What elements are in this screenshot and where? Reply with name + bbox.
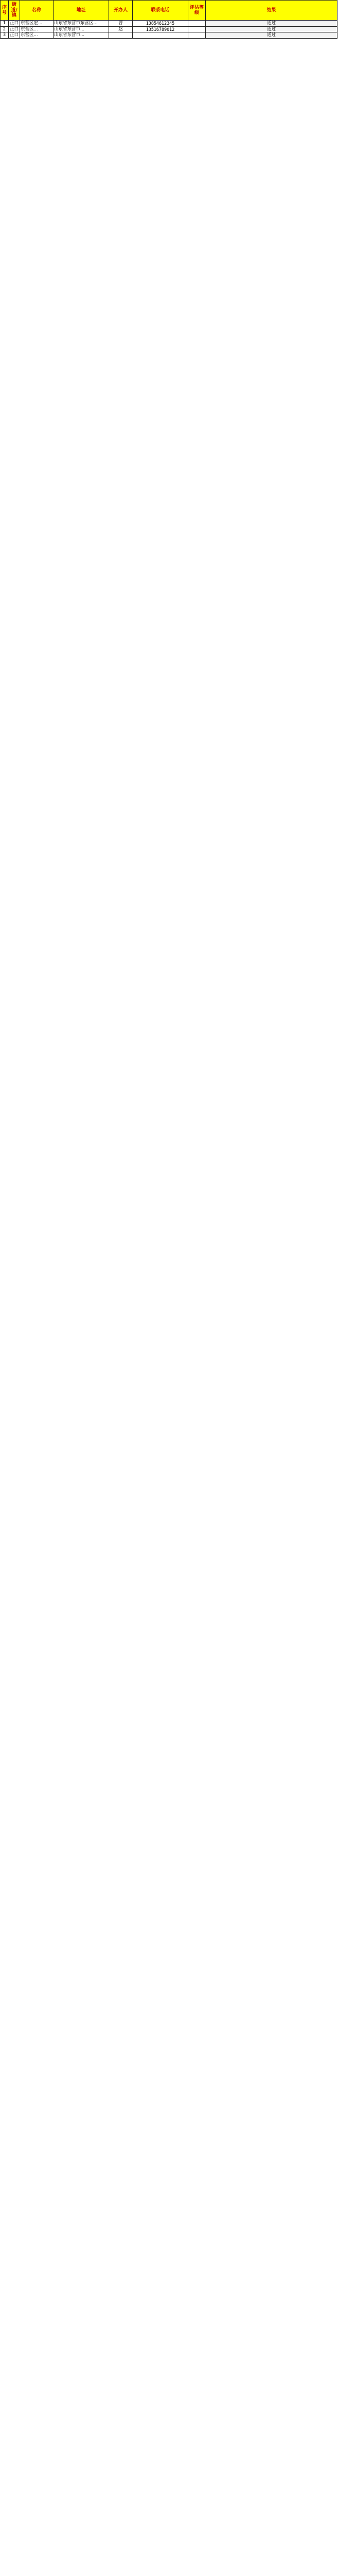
column-header: 联系电话 [133,1,188,21]
district-cell: 正口 [9,32,20,39]
name-cell: 东营区... [20,26,54,32]
column-header: 评估等级 [188,1,206,21]
phone-cell [133,32,188,39]
grade-cell [188,32,206,39]
name-cell: 东营区宏... [20,21,54,27]
operator-cell: 曹 [109,21,133,27]
phone-cell: 13854612345 [133,21,188,27]
column-header: 结果 [206,1,337,21]
address-cell: 山东省东营市... [54,32,109,39]
district-cell: 正口 [9,26,20,32]
result-cell: 通过 [206,32,337,39]
result-cell: 通过 [206,26,337,32]
column-header: 街道/镇 [9,1,20,21]
name-cell: 东营区... [20,32,54,39]
address-cell: 山东省东营市... [54,26,109,32]
row-number: 3 [1,32,9,39]
address-cell: 山东省东营市东营区... [54,21,109,27]
column-header: 名称 [20,1,54,21]
grade-cell [188,21,206,27]
header-row [1,1,337,21]
review-table [0,0,337,39]
grade-cell [188,26,206,32]
row-number: 1 [1,21,9,27]
column-header: 地址 [54,1,109,21]
phone-cell: 13516789012 [133,26,188,32]
table-row [1,21,337,27]
result-cell: 通过 [206,21,337,27]
column-header: 开办人 [109,1,133,21]
table-row [1,26,337,32]
column-header: 序号 [1,1,9,21]
operator-cell: 赵 [109,26,133,32]
operator-cell [109,32,133,39]
row-number: 2 [1,26,9,32]
district-cell: 正口 [9,21,20,27]
table-row [1,32,337,39]
